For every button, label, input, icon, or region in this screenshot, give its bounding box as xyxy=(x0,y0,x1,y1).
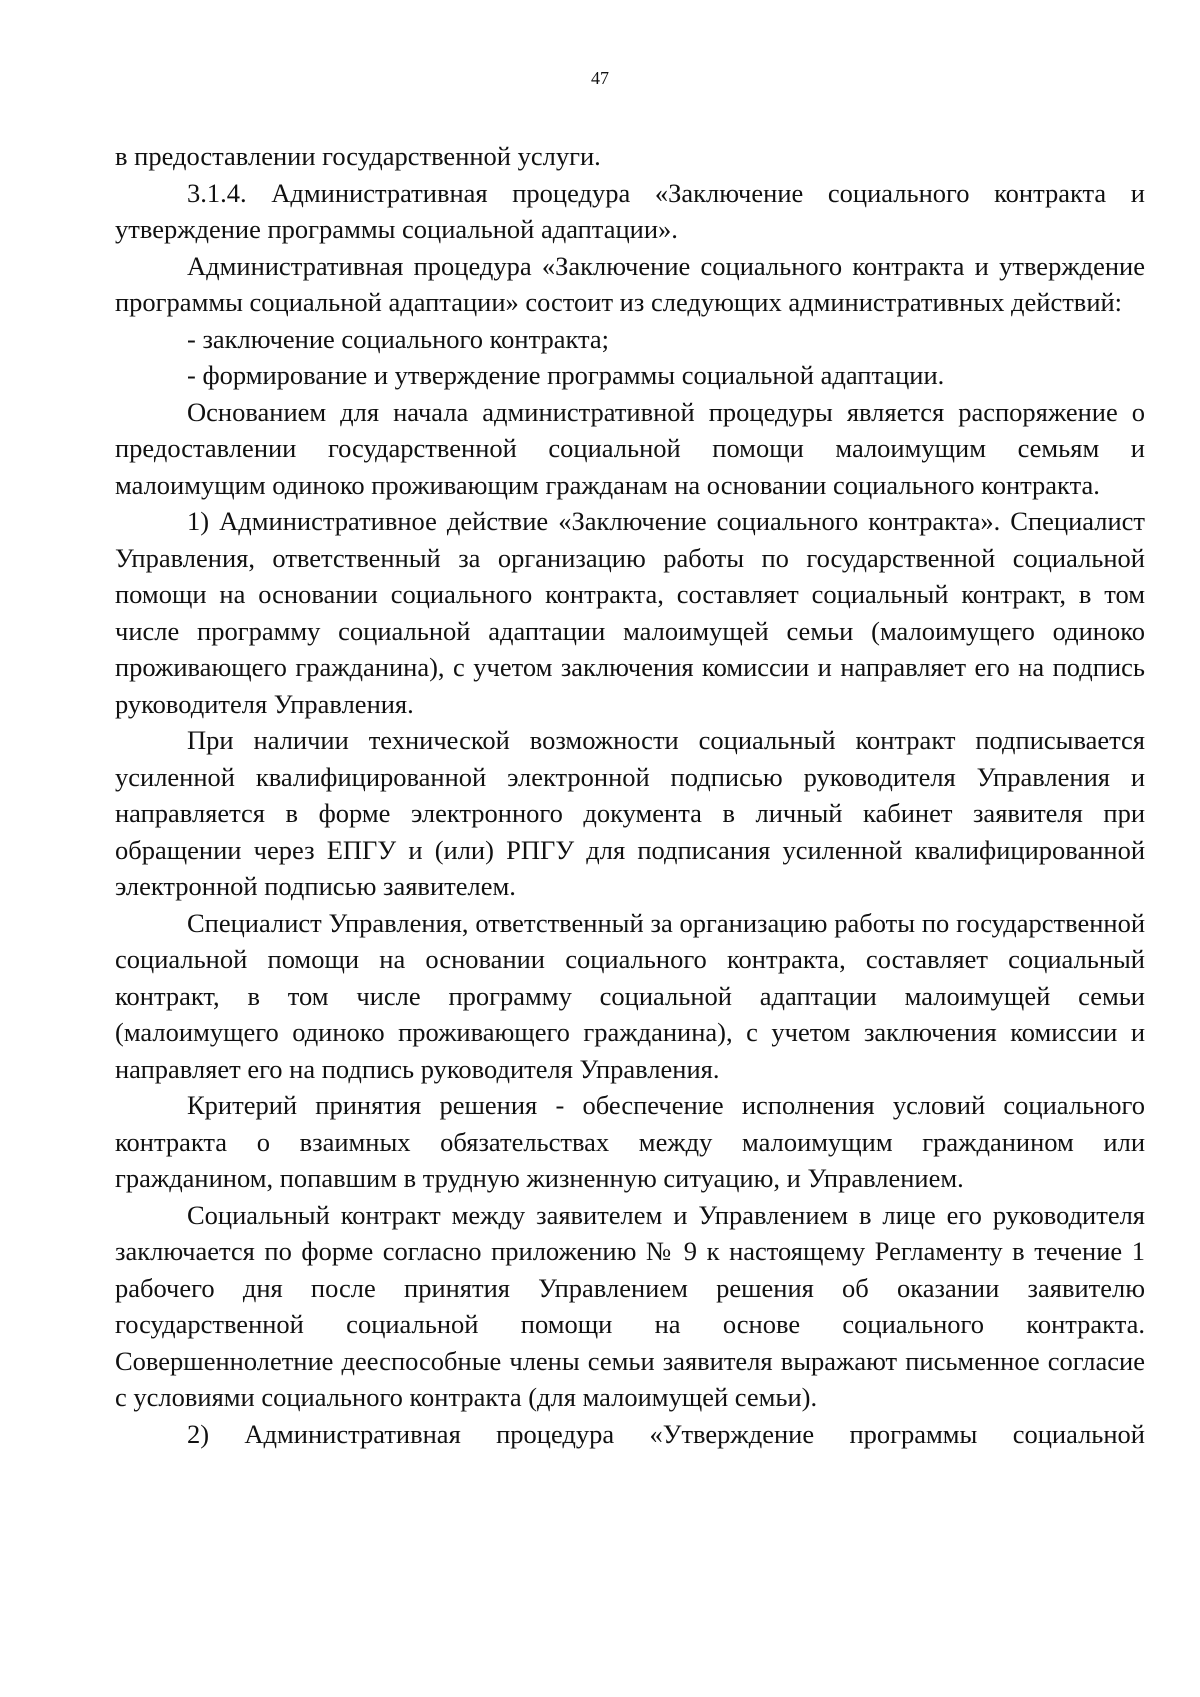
paragraph-continuation: в предоставлении государственной услуги. xyxy=(115,141,601,171)
paragraph-decision-criterion: Критерий принятия решения - обеспечение исполнения условий социального контракта о взаимных обязательствах между малоимущим гражданином или гражданином, попавшим в трудную жизненную ситуацию, и Управлением. xyxy=(115,1090,1145,1193)
document-body xyxy=(115,138,1145,1452)
list-item-contract-conclusion: - заключение социального контракта; xyxy=(187,323,610,354)
list-item-program-approval: - формирование и утверждение программы социальной адаптации. xyxy=(187,360,945,390)
paragraph-section-3-1-4: 3.1.4. Административная процедура «Заключение социального контракта и утверждение программы социальной адаптации». xyxy=(115,177,1145,244)
paragraph-grounds: Основанием для начала административной процедуры является распоряжение о предоставлении государственной социальной помощи малоимущим семьям и малоимущим одиноко проживающим гражданам на основании социального контракта. xyxy=(115,396,1145,500)
page-number: 47 xyxy=(591,68,609,88)
paragraph-procedure-2: 2) Административная процедура «Утверждение программы социальной xyxy=(187,1418,1145,1449)
paragraph-electronic-signature: При наличии технической возможности социальный контракт подписывается усиленной квалифицированной электронной подписью руководителя Управления и направляется в форме электронного документа в личный кабинет заявителя при обращении через ЕПГУ и (или) РПГУ для подписания усиленной квалифицированной электронной подписью заявителем. xyxy=(115,725,1145,901)
paragraph-action-1: 1) Административное действие «Заключение социального контракта». Специалист Управления, ответственный за организацию работы по государственной социальной помощи на основании социального контракта, составляет социальный контракт, в том числе программу социальной адаптации малоимущей семьи (малоимущего одиноко проживающего гражданина), с учетом заключения комиссии и направляет его на подпись руководителя Управления. xyxy=(115,506,1145,719)
paragraph-contract-form: Социальный контракт между заявителем и Управлением в лице его руководителя заключается по форме согласно приложению № 9 к настоящему Регламенту в течение 1 рабочего дня после принятия Управлением решения об оказании заявителю государственной социальной помощи на основе социального контракта. Совершеннолетние дееспособные члены семьи заявителя выражают письменное согласие с условиями социального контракта (для малоимущей семьи). xyxy=(115,1199,1145,1412)
paragraph-procedure-composition: Административная процедура «Заключение социального контракта и утверждение программы социальной адаптации» состоит из следующих административных действий: xyxy=(115,250,1145,317)
paragraph-specialist: Специалист Управления, ответственный за организацию работы по государственной социальной помощи на основании социального контракта, составляет социальный контракт, в том числе программу социальной адаптации малоимущей семьи (малоимущего одиноко проживающего гражданина), с учетом заключения комиссии и направляет его на подпись руководителя Управления. xyxy=(115,907,1145,1084)
